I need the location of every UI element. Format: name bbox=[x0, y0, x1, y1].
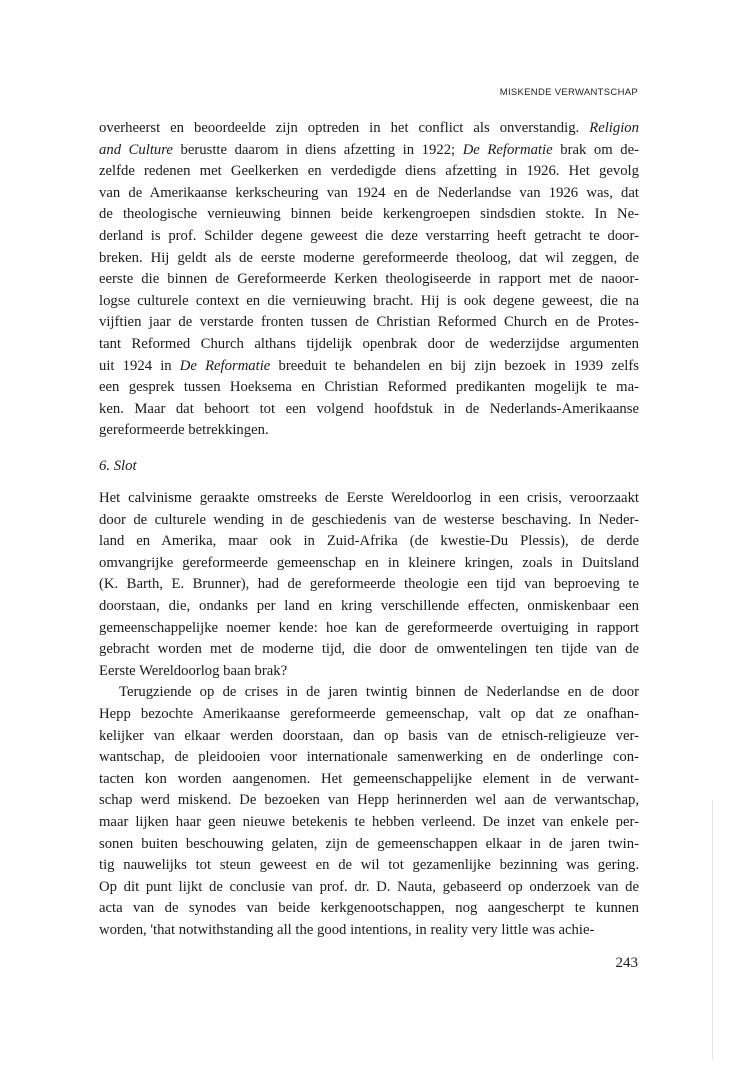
text-run: de theologische vernieuwing binnen beide kerkengroepen sindsdien stokte. In Ne- bbox=[99, 206, 639, 223]
text-line bbox=[99, 920, 639, 942]
italic-title: Religion bbox=[589, 120, 639, 136]
text-run: Eerste Wereldoorlog baan brak? bbox=[99, 662, 288, 679]
text-line bbox=[99, 377, 639, 399]
text-run: uit 1924 in bbox=[99, 357, 180, 374]
text-line bbox=[99, 334, 639, 356]
text-run: van de Amerikaanse kerkscheuring van 1924 en de Nederlandse van 1926 was, dat bbox=[99, 184, 639, 201]
paragraph-3 bbox=[99, 682, 639, 941]
text-run: breeduit te behandelen en bij zijn bezoek in 1939 zelfs bbox=[270, 357, 639, 374]
running-header: MISKENDE VERWANTSCHAP bbox=[499, 87, 638, 98]
italic-title: De Reformatie bbox=[462, 141, 553, 158]
text-line bbox=[99, 747, 639, 769]
text-run: Het calvinisme geraakte omstreeks de Eerste Wereldoorlog in een crisis, veroorzaakt bbox=[99, 490, 639, 506]
text-run: derland is prof. Schilder degene geweest die deze verstarring heeft getracht te door- bbox=[99, 227, 639, 244]
text-line bbox=[99, 488, 639, 510]
text-run: doorstaan, die, ondanks per land en kring verschillende effecten, onmiskenbaar een bbox=[99, 597, 639, 614]
text-run: tacten kon worden aangenomen. Het gemeenschappelijke element in de verwant- bbox=[99, 770, 639, 787]
paragraph-2-and-3 bbox=[99, 488, 639, 941]
text-run: tant Reformed Church althans tijdelijk openbrak door de wederzijdse argumenten bbox=[99, 335, 639, 352]
text-line bbox=[99, 226, 639, 248]
text-run: berustte daarom in diens afzetting in 1922; bbox=[172, 141, 463, 158]
text-line bbox=[99, 877, 639, 899]
text-run: gebracht worden met de moderne tijd, die door de omwentelingen ten tijde van de bbox=[99, 641, 639, 658]
text-run: vijftien jaar de verstarde fronten tussen de Christian Reformed Church en de Protes- bbox=[99, 314, 639, 331]
text-run: sonen buiten beschouwing gelaten, zijn de gemeenschappen elkaar in de jaren twin- bbox=[99, 835, 639, 852]
text-run: door de culturele wending in de geschiedenis van de westerse beschaving. In Neder- bbox=[99, 511, 639, 528]
text-run: acta van de synodes van beide kerkgenootschappen, nog aangescherpt te kunnen bbox=[99, 900, 639, 917]
text-run: Op dit punt lijkt de conclusie van prof. dr. D. Nauta, gebaseerd op onderzoek van de bbox=[99, 878, 639, 895]
text-run: overheerst en beoordeelde zijn optreden in het conflict als onverstandig. bbox=[99, 120, 590, 136]
text-line bbox=[99, 291, 639, 313]
text-line bbox=[99, 140, 639, 162]
text-line bbox=[99, 790, 639, 812]
text-line bbox=[99, 204, 639, 226]
section-heading: 6. Slot bbox=[99, 458, 137, 474]
text-run: gereformeerde betrekkingen. bbox=[99, 422, 269, 439]
text-line bbox=[99, 531, 639, 553]
text-line bbox=[99, 661, 639, 683]
page-number: 243 bbox=[615, 955, 638, 971]
text-run: een gesprek tussen Hoeksema en Christian Reformed predikanten mogelijk te ma- bbox=[99, 379, 639, 396]
paragraph-2 bbox=[99, 488, 639, 682]
text-line bbox=[99, 553, 639, 575]
text-line bbox=[99, 704, 639, 726]
text-line bbox=[99, 596, 639, 618]
italic-title: and Culture bbox=[99, 141, 173, 158]
text-run: omvangrijke gereformeerde gemeenschap en in kleinere kringen, zoals in Duitsland bbox=[99, 554, 639, 571]
text-line bbox=[99, 510, 639, 532]
italic-title: De Reformatie bbox=[179, 357, 271, 374]
text-run: gemeenschappelijke noemer kende: hoe kan de gereformeerde overtuiging in rapport bbox=[99, 619, 639, 636]
text-run: zelfde redenen met Geelkerken en verdedigde diens afzetting in 1926. Het gevolg bbox=[99, 163, 639, 180]
text-line bbox=[99, 618, 639, 640]
text-run: wantschap, de pleidooien voor internationale samenwerking en de onderlinge con- bbox=[99, 749, 639, 766]
text-run: eerste die binnen de Gereformeerde Kerken theologiseerde in rapport met de naoor- bbox=[99, 271, 639, 288]
text-line bbox=[99, 855, 639, 877]
text-run: Terugziende op de crises in de jaren twintig binnen de Nederlandse en de door bbox=[119, 684, 639, 701]
text-line bbox=[99, 834, 639, 856]
text-line bbox=[99, 248, 639, 270]
text-line bbox=[99, 269, 639, 291]
text-line bbox=[99, 399, 639, 421]
text-line bbox=[99, 812, 639, 834]
paragraph-1 bbox=[99, 118, 639, 442]
text-run: (K. Barth, E. Brunner), had de gereformeerde theologie een tijd van beproeving te bbox=[99, 576, 639, 593]
text-run: land en Amerika, maar ook in Zuid-Afrika (de kwestie-Du Plessis), de derde bbox=[99, 533, 639, 550]
text-run: kelijker van elkaar werden doorstaan, dan op basis van de etnisch-religieuze ver- bbox=[99, 727, 639, 744]
text-run: ken. Maar dat behoort tot een volgend hoofdstuk in de Nederlands-Amerikaanse bbox=[99, 400, 639, 417]
text-run: schap werd miskend. De bezoeken van Hepp herinnerden wel aan de verwantschap, bbox=[99, 792, 639, 809]
text-run: Hepp bezochte Amerikaanse gereformeerde gemeenschap, valt op dat ze onafhan- bbox=[99, 705, 639, 722]
text-line bbox=[99, 682, 639, 704]
text-line bbox=[99, 356, 639, 378]
text-line bbox=[99, 312, 639, 334]
text-line bbox=[99, 118, 639, 140]
text-run: brak om de- bbox=[552, 141, 639, 158]
text-line bbox=[99, 769, 639, 791]
scan-edge-divider bbox=[712, 800, 713, 1060]
text-line bbox=[99, 726, 639, 748]
text-line bbox=[99, 898, 639, 920]
text-line bbox=[99, 161, 639, 183]
text-line bbox=[99, 420, 639, 442]
text-run: tig nauwelijks tot steun geweest en de wil tot gezamenlijke bezinning was gering. bbox=[99, 857, 639, 874]
text-run: logse culturele context en die vernieuwing bracht. Hij is ook degene geweest, die na bbox=[99, 292, 639, 309]
text-line bbox=[99, 183, 639, 205]
text-line bbox=[99, 574, 639, 596]
text-run: breken. Hij geldt als de eerste moderne gereformeerde theoloog, dat wil zeggen, de bbox=[99, 249, 639, 266]
text-run: maar lijken haar geen nieuwe betekenis te hebben verleend. De inzet van enkele per- bbox=[99, 813, 639, 830]
text-line bbox=[99, 639, 639, 661]
text-run: worden, 'that notwithstanding all the good intentions, in reality very little was achie- bbox=[99, 921, 595, 938]
